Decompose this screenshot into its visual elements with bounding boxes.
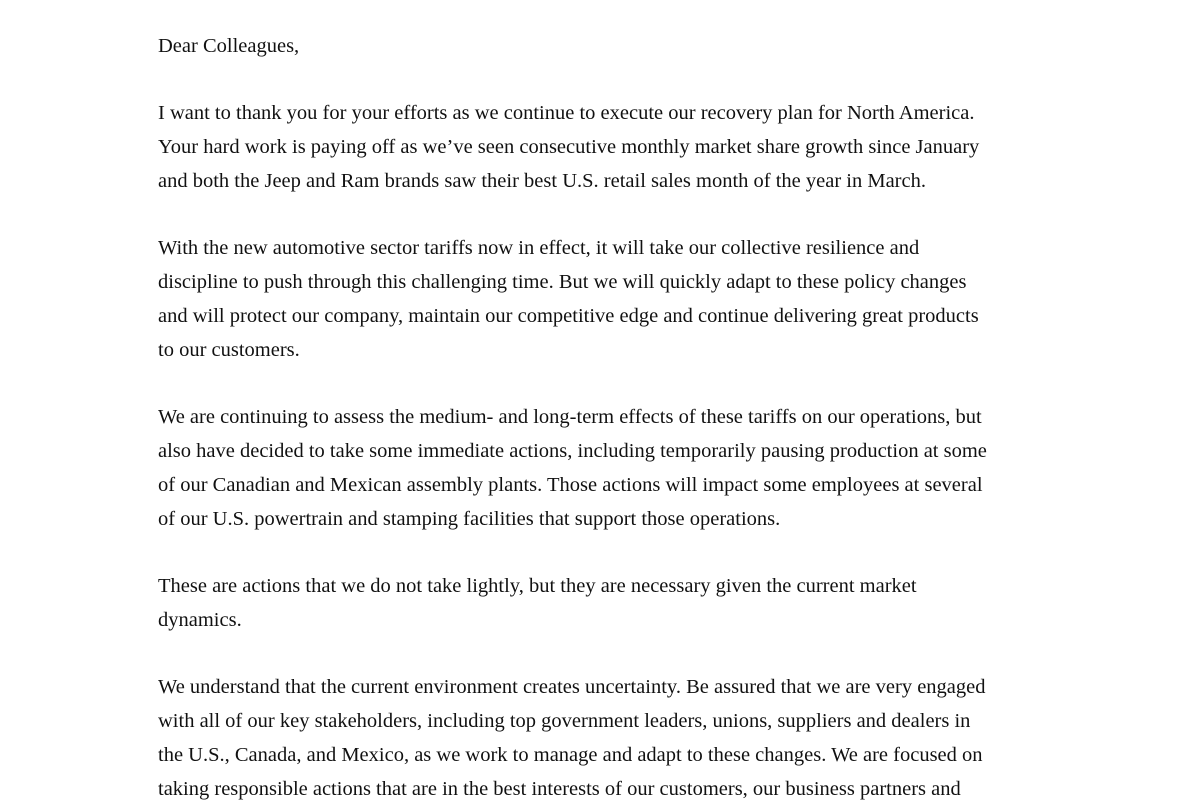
text-line: discipline to push through this challenging time. But we will quickly adapt to these policy changes [158,271,967,293]
text-line: of our U.S. powertrain and stamping facilities that support those operations. [158,508,781,530]
text-line: I want to thank you for your efforts as we continue to execute our recovery plan for North America. [158,102,975,124]
text-line: We understand that the current environment creates uncertainty. Be assured that we are very engaged [158,676,986,698]
text-line: These are actions that we do not take lightly, but they are necessary given the current market [158,575,917,597]
salutation-line: Dear Colleagues, [158,35,300,57]
text-line: We are continuing to assess the medium- and long-term effects of these tariffs on our operations, but [158,406,982,428]
paragraph-1 [158,96,1078,198]
text-line: the U.S., Canada, and Mexico, as we work to manage and adapt to these changes. We are focused on [158,744,983,766]
text-line: of our Canadian and Mexican assembly plants. Those actions will impact some employees at several [158,474,983,496]
text-line: and will protect our company, maintain our competitive edge and continue delivering great products [158,305,979,327]
salutation [158,29,1078,63]
text-line: Your hard work is paying off as we’ve seen consecutive monthly market share growth since January [158,136,980,158]
text-line: and both the Jeep and Ram brands saw their best U.S. retail sales month of the year in March. [158,170,926,192]
text-line: With the new automotive sector tariffs now in effect, it will take our collective resilience and [158,237,920,259]
text-line: with all of our key stakeholders, including top government leaders, unions, suppliers and dealers in [158,710,971,732]
letter-body [158,29,1078,800]
text-line: dynamics. [158,609,242,631]
paragraph-2 [158,231,1078,367]
text-line: taking responsible actions that are in the best interests of our customers, our business partners and [158,778,961,800]
paragraph-4 [158,569,1078,637]
paragraph-3 [158,400,1078,536]
text-line: also have decided to take some immediate actions, including temporarily pausing production at some [158,440,987,462]
text-line: to our customers. [158,339,300,361]
paragraph-5 [158,670,1078,800]
